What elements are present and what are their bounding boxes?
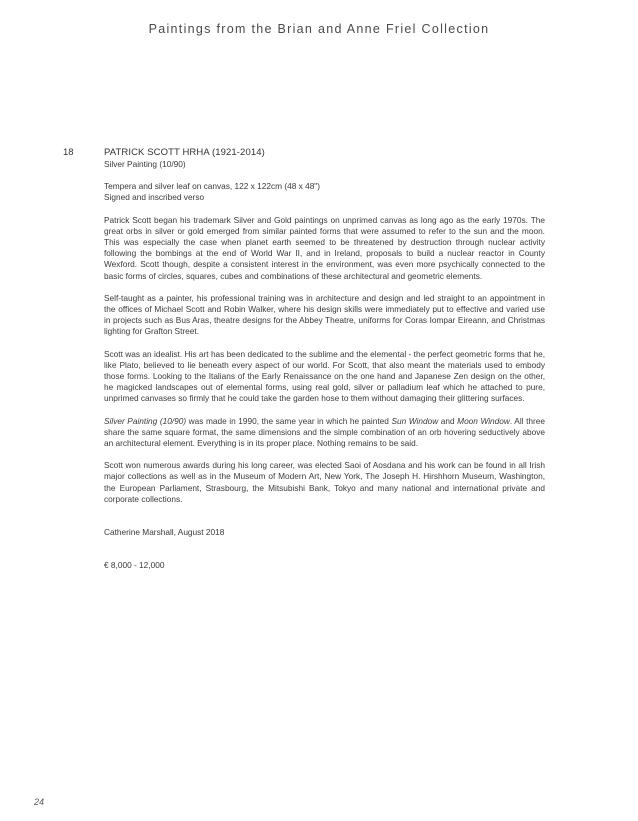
artwork-title: Silver Painting (10/90) bbox=[104, 159, 186, 169]
paragraph-4-text-3: . All three share the same square format, the same dimensions and the simple combination of an orb hovering seductively above an architectural element. Everything is in its proper place. Nothing remains to be said. bbox=[104, 415, 545, 449]
page-header-title: Paintings from the Brian and Anne Friel Collection bbox=[148, 22, 490, 36]
artwork-inscription: Signed and inscribed verso bbox=[104, 192, 205, 203]
essay-paragraph-2: Self-taught as a painter, his professional training was in architecture and design and led straight to an appointment in the offices of Michael Scott and Robin Walker, where his design skills were immediately put to effective and varied use in projects such as Bus Aras, theatre designs for the Abbey Theatre, uniforms for Coras Iompar Eireann, and Christmas lighting for Grafton Street. bbox=[104, 292, 545, 337]
artwork-medium: Tempera and silver leaf on canvas, 122 x 122cm (48 x 48") bbox=[104, 181, 321, 192]
essay-paragraph-4 bbox=[104, 416, 545, 450]
essay-paragraph-3: Scott was an idealist. His art has been dedicated to the sublime and the elemental - the perfect geometric forms that he, like Plato, believed to lie beneath every aspect of our world. For Scott, that also meant the materials used to embody those forms. Looking to the Italians of the Early Renaissance on the one hand and Japanese Zen design on the other, he magicked landscapes out of elemental forms, using real gold, silver or palladium leaf which he attached to pure, unprimed canvases so firmly that he could take the garden hose to them without damaging their glittering surfaces. bbox=[104, 348, 545, 404]
paragraph-4-text-1: was made in 1990, the same year in which he painted bbox=[186, 415, 392, 426]
lot-entry bbox=[104, 147, 545, 571]
lot-number: 18 bbox=[63, 147, 74, 158]
page-number: 24 bbox=[34, 797, 45, 807]
paragraph-4-italic-2: Sun Window bbox=[391, 415, 439, 426]
paragraph-4-text-2: and bbox=[438, 415, 458, 426]
essay-paragraph-5: Scott won numerous awards during his long career, was elected Saoi of Aosdana and his work can be found in all Irish major collections as well as in the Museum of Modern Art, New York, The Joseph H. Hirshhorn Museum, Washington, the European Parliament, Strasbourg, the Mitsubishi Bank, Tokyo and many national and international private and corporate collections. bbox=[104, 460, 545, 504]
price-estimate: € 8,000 - 12,000 bbox=[104, 560, 165, 571]
essay-author: Catherine Marshall, August 2018 bbox=[104, 527, 225, 538]
paragraph-4-italic-3: Moon Window bbox=[457, 415, 510, 426]
medium-block bbox=[104, 181, 545, 203]
paragraph-4-italic-1: Silver Painting (10/90) bbox=[104, 415, 187, 426]
essay-paragraph-1: Patrick Scott began his trademark Silver and Gold paintings on unprimed canvas as long ago as the early 1970s. The great orbs in silver or gold emerged from similar painted forms that were assumed to refer to the sun and the moon. This was especially the case when planet earth seemed to be threatened by destruction through nuclear activity following the bombings at the end of World War II, and in Ireland, proposals to build a nuclear reactor in County Wexford. Scott though, despite a consistent interest in the environment, was even more psychically connected to the basic forms of circles, squares, cubes and combinations of these architectural and geometric elements. bbox=[104, 214, 545, 281]
artist-name: PATRICK SCOTT HRHA (1921-2014) bbox=[104, 147, 265, 158]
